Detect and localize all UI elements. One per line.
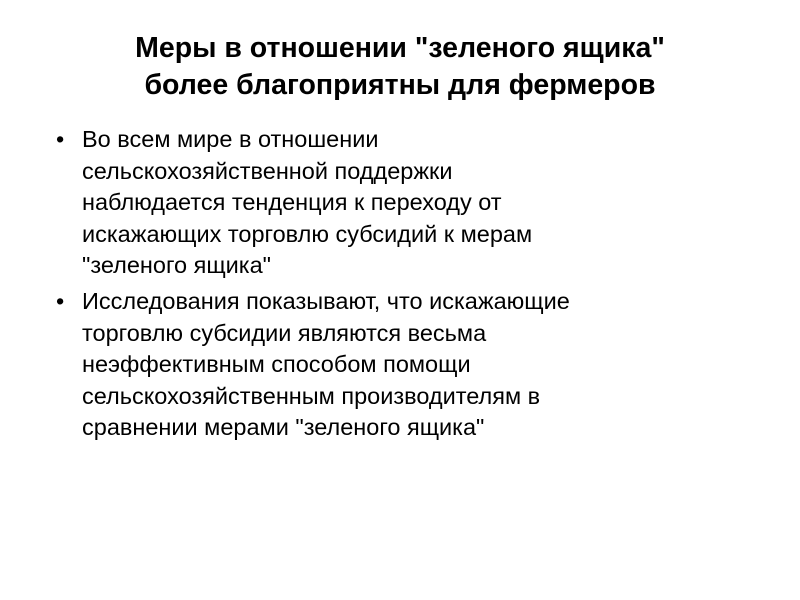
list-item-line: "зеленого ящика" — [82, 252, 272, 279]
list-item-line: неэффективным способом помощи — [82, 351, 471, 378]
page-title-line-1: Меры в отношении "зеленого ящика" — [135, 32, 665, 64]
list-item-line: наблюдается тенденция к переходу от — [82, 189, 502, 216]
list-item-line: искажающих торговлю субсидий к мерам — [82, 220, 533, 247]
list-item-line: сельскохозяйственным производителям в — [82, 382, 541, 409]
page-title-line-2: более благоприятны для фермеров — [144, 69, 656, 102]
list-item-line: торговлю субсидии являются весьма — [82, 319, 487, 346]
page-title — [0, 0, 800, 104]
bullet-icon: • — [56, 126, 65, 153]
list-item-line: сравнении мерами "зеленого ящика" — [82, 414, 485, 441]
list-item-text — [82, 124, 756, 282]
list-item — [44, 124, 756, 282]
bullet-list — [0, 124, 800, 444]
list-item-line: сельскохозяйственной поддержки — [82, 157, 453, 184]
bullet-icon: • — [56, 288, 65, 315]
list-item-line: Во всем мире в отношении — [82, 126, 379, 153]
list-item — [44, 286, 756, 444]
list-item-line: Исследования показывают, что искажающие — [82, 288, 570, 315]
list-item-text — [82, 286, 756, 444]
